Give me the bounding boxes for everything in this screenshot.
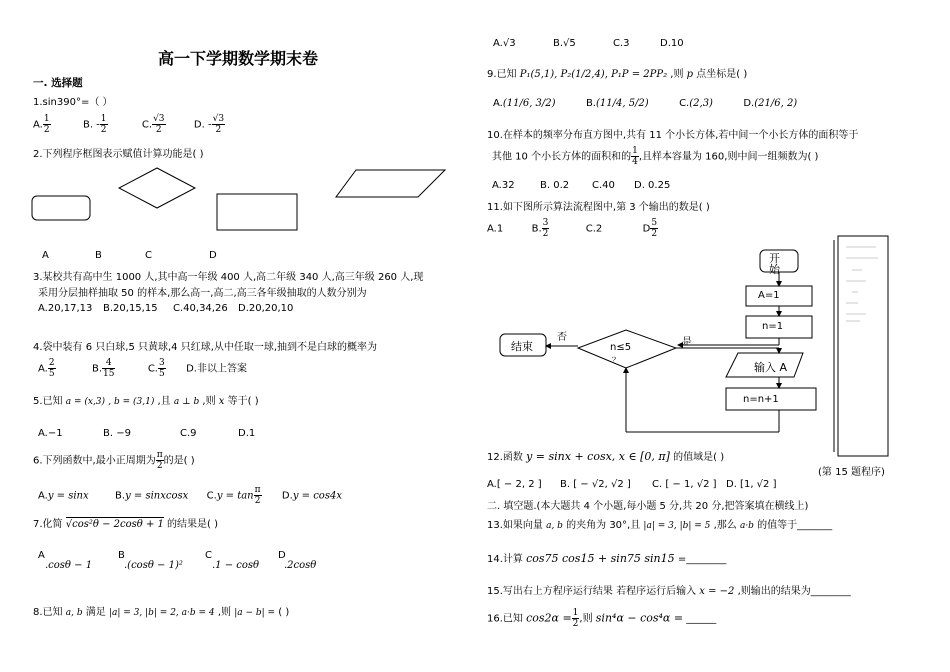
q1-d-den: 2: [215, 125, 222, 135]
q6-option-c[interactable]: C.: [206, 490, 217, 502]
q4-c-den: 5: [159, 369, 165, 379]
q10-stem2-post: ,且样本容量为 160,则中间一组频数为( ): [638, 151, 819, 163]
q9-option-c[interactable]: C.: [679, 98, 690, 109]
flow-input-text: 输入 A: [754, 361, 788, 374]
q7-option-c: .1 − cosθ: [212, 560, 260, 571]
q1-a-num: 1: [43, 114, 50, 124]
q9-c-expr: (2,3): [689, 98, 713, 109]
q7-stem-post: 的结果是( ): [167, 519, 219, 530]
q10-stem2-pre: 其他 10 个小长方体的面积和的: [492, 151, 632, 163]
q5-option-b[interactable]: B. −9: [103, 428, 131, 439]
q8-option-a[interactable]: A.√3: [493, 38, 516, 49]
q16-expr-pre: cos2α =: [526, 611, 572, 625]
q13-stem-pre: 13.如果向量: [487, 520, 543, 531]
q5-stem-end: 等于( ): [227, 396, 259, 407]
q8-option-c[interactable]: C.3: [613, 38, 630, 49]
q15-expression: x = −2: [699, 586, 735, 597]
q16-stem: [487, 608, 716, 629]
q12-option-c[interactable]: C. [ − 1, √2 ]: [652, 479, 717, 490]
flow-yes-label: 是: [682, 337, 692, 348]
q2-stem: 2.下列程序框图表示赋值计算功能是( ): [33, 149, 204, 160]
flow-end-text: 结束: [511, 340, 533, 353]
q16-stem-pre: 16.已知: [487, 613, 523, 625]
q10-option-d[interactable]: D. 0.25: [634, 180, 671, 191]
q15-stem: [487, 582, 851, 597]
q15-stem-pre: 15.写出右上方程序运行结果 若程序运行后输入: [487, 586, 697, 597]
q10-option-b[interactable]: B. 0.2: [540, 180, 570, 191]
q16-frac-num: 1: [572, 608, 579, 618]
q12-stem: [487, 448, 724, 463]
q5-variable: x: [218, 396, 225, 407]
q1-b-den: 2: [100, 125, 107, 135]
q4-b-den: 15: [103, 369, 115, 379]
q3-option-a[interactable]: A.20,17,13: [38, 303, 93, 314]
q4-option-b[interactable]: B.: [91, 363, 102, 375]
q1-option-d[interactable]: D. -: [193, 119, 212, 131]
q8-option-b[interactable]: B.√5: [553, 38, 576, 49]
q3-option-c[interactable]: C.40,34,26: [173, 303, 228, 314]
q1-c-den: 2: [155, 125, 162, 135]
flow-cond-text: n≤5: [610, 342, 632, 353]
q9-stem-pre: 9.已知: [487, 69, 517, 80]
q1-b-num: 1: [100, 114, 107, 124]
q13-stem: [487, 516, 832, 531]
q10-frac-num: 1: [632, 146, 638, 156]
q6-option-b[interactable]: B.: [115, 490, 126, 502]
q10-stem-line1: 10.在样本的频率分布直方图中,共有 11 个小长方体,若中间一个小长方体的面积等于: [487, 130, 859, 141]
flow-a1-text: A=1: [758, 290, 780, 301]
q14-expression: cos75 cos15 + sin75 sin15: [526, 552, 675, 565]
q9-expression: P₁(5,1), P₂(1/2,4), P₁P = 2PP₂: [519, 69, 668, 80]
q16-expression: sin⁴α − cos⁴α =: [595, 611, 684, 625]
q12-stem-post: 的值域是( ): [673, 452, 725, 463]
q7-option-d: .2cosθ: [284, 560, 317, 571]
q11-b-den: 2: [542, 229, 549, 239]
q13-stem-mid: 的夹角为 30°,且: [566, 520, 641, 531]
q7-expression: √cos²θ − 2cosθ + 1: [65, 519, 164, 530]
q4-stem: 4.袋中装有 6 只白球,5 只黄球,4 只红球,从中任取一球,抽到不是白球的概率为: [33, 342, 378, 353]
q11-b-num: 3: [542, 218, 549, 228]
q5-option-a[interactable]: A.−1: [38, 428, 63, 439]
q6-c-den: 2: [254, 496, 261, 506]
flow-start-text: [769, 253, 780, 275]
q5-stem-pre: 5.已知: [33, 396, 63, 407]
q2-label-d[interactable]: D: [209, 250, 217, 261]
q9-d-expr: (21/6, 2): [754, 98, 798, 109]
q12-stem-pre: 12.函数: [487, 452, 523, 463]
q11-option-b[interactable]: B.: [531, 223, 542, 235]
q5-cond-pre: ,且: [157, 396, 171, 407]
q9-stem-post: ,则: [670, 69, 684, 80]
q14-stem: [487, 550, 726, 565]
flow-start-char1: 开: [769, 252, 780, 265]
q7-option-a: .cosθ − 1: [45, 560, 93, 571]
q2-label-b[interactable]: B: [95, 250, 102, 261]
q15-blank[interactable]: ,则输出的结果为________: [737, 586, 851, 597]
program-code-lines: [846, 247, 878, 321]
q5-stem-post: ,则: [202, 396, 216, 407]
q11-d-num: 5: [651, 218, 658, 228]
q1-option-b[interactable]: B. -: [82, 119, 100, 131]
q4-b-num: 4: [102, 358, 115, 369]
q8-stem-mid: 满足: [85, 607, 106, 618]
q11-stem: 11.如下图所示算法流程图中,第 3 个输出的数是( ): [487, 202, 710, 213]
q11-option-d[interactable]: D: [642, 223, 651, 235]
flow-cond-mark: ？: [612, 356, 620, 365]
q13-stem-post: ,那么: [713, 520, 737, 531]
q4-c-num: 3: [159, 358, 165, 368]
q7-option-b-label[interactable]: B: [118, 550, 125, 561]
q7-stem-pre: 7.化简: [33, 519, 63, 530]
q3-stem-line1: 3.某校共有高中生 1000 人,其中高一年级 400 人,高二年级 340 人,高三年级 260 人,现: [33, 272, 424, 283]
q9-option-b[interactable]: B.: [585, 98, 596, 109]
q14-blank[interactable]: =________: [677, 554, 727, 565]
q2-label-a[interactable]: A: [42, 250, 49, 261]
q6-c-expr: y = tan: [216, 490, 254, 502]
flow-inc-text: n=n+1: [743, 394, 779, 405]
q6-a-expr: y = sinx: [47, 490, 89, 502]
q5-vector-a: a = (x,3): [65, 397, 106, 407]
q9-stem-end: 点坐标是( ): [696, 69, 748, 80]
q8-expression: |a − b| =: [234, 608, 276, 618]
q13-vectors: a, b: [546, 521, 563, 531]
q10-option-c[interactable]: C.40: [592, 180, 615, 191]
q6-option-a[interactable]: A.: [38, 490, 48, 502]
q7-option-c-label[interactable]: C: [205, 550, 212, 561]
q10-option-a[interactable]: A.32: [492, 180, 515, 191]
q5-option-c[interactable]: C.9: [180, 428, 197, 439]
q14-stem-pre: 14.计算: [487, 554, 523, 565]
q3-option-d[interactable]: D.20,20,10: [238, 303, 294, 314]
q8-vectors: a, b: [65, 608, 83, 618]
q1-c-num: √3: [153, 114, 165, 124]
q9-variable: p: [686, 69, 694, 80]
section-choice-heading: 一. 选择题: [33, 77, 83, 89]
q8-stem-end: ( ): [278, 607, 290, 618]
q9-a-expr: (11/6, 3/2): [502, 98, 556, 109]
q6-frac-den: 2: [156, 461, 163, 471]
q6-b-expr: y = sinxcosx: [125, 490, 189, 502]
q4-option-a[interactable]: A.: [38, 363, 48, 375]
q8-stem-post: ,则: [217, 607, 231, 618]
q4-option-d[interactable]: D.非以上答案: [186, 363, 247, 375]
q1-option-a[interactable]: A.: [33, 119, 43, 131]
q2-label-c[interactable]: C: [145, 250, 152, 261]
q6-d-expr: y = cos4x: [292, 490, 342, 502]
q4-option-c[interactable]: C.: [147, 363, 158, 375]
q3-stem-line2: 采用分层抽样抽取 50 的样本,那么高一,高二,高三各年级抽取的人数分别为: [38, 288, 367, 299]
q8-option-d[interactable]: D.10: [660, 38, 684, 49]
q5-condition: a ⊥ b: [173, 397, 200, 407]
q9-b-expr: (11/4, 5/2): [595, 98, 649, 109]
q4-a-den: 5: [48, 369, 55, 379]
q5-option-d[interactable]: D.1: [238, 428, 256, 439]
q1-d-num: √3: [212, 114, 225, 124]
q1-stem: 1.sin390°=（ ）: [33, 97, 113, 108]
q7-option-b: .(cosθ − 1)²: [124, 560, 183, 571]
page-title: 高一下学期数学期末卷: [158, 49, 319, 68]
flow-no-label: 否: [557, 332, 567, 343]
program-caption: (第 15 题程序): [818, 467, 885, 478]
q9-option-a[interactable]: A.: [493, 98, 503, 109]
q12-option-d[interactable]: D. [1, √2 ]: [726, 479, 777, 490]
q8-stem-pre: 8.已知: [33, 607, 63, 618]
q12-option-a[interactable]: A.[ − 2, 2 ]: [487, 479, 542, 490]
q16-stem-mid: ,则: [579, 613, 593, 625]
q10-frac-den: 4: [632, 157, 638, 167]
q11-option-a[interactable]: A.1: [487, 223, 504, 235]
q6-c-num: π: [254, 485, 261, 495]
q9-option-d[interactable]: D.: [743, 98, 755, 109]
q13-expression: a·b: [739, 521, 754, 531]
q6-frac-num: π: [156, 450, 163, 460]
q7-option-a-label[interactable]: A: [38, 550, 45, 561]
section-fill-heading: 二. 填空题.(本大题共 4 个小题,每小题 5 分,共 20 分,把答案填在横线上): [487, 501, 809, 512]
q11-d-den: 2: [651, 229, 658, 239]
q7-option-d-label[interactable]: D: [278, 550, 286, 561]
q5-vector-b: , b = (3,1): [108, 397, 155, 407]
q13-blank[interactable]: 的值等于_______: [757, 520, 833, 531]
q6-stem-post: 的是( ): [163, 455, 195, 467]
q1-option-c[interactable]: C.: [141, 119, 153, 131]
q8-condition: |a| = 3, |b| = 2, a·b = 4: [108, 608, 215, 618]
q11-option-c[interactable]: C.2: [585, 223, 603, 235]
q16-blank[interactable]: ______: [686, 613, 717, 625]
q4-a-num: 2: [48, 358, 55, 368]
flow-start-char2: 始: [769, 263, 780, 276]
flow-n1-text: n=1: [762, 321, 784, 332]
q6-option-d[interactable]: D.: [281, 490, 293, 502]
q16-frac-den: 2: [572, 619, 579, 629]
q12-option-b[interactable]: B. [ − √2, √2 ]: [560, 479, 631, 490]
q1-a-den: 2: [43, 125, 50, 135]
program-box: [838, 236, 888, 456]
q6-stem-pre: 6.下列函数中,最小正周期为: [33, 455, 156, 467]
q3-option-b[interactable]: B.20,15,15: [103, 303, 158, 314]
q13-condition: |a| = 3, |b| = 5: [643, 521, 711, 531]
q12-expression: y = sinx + cosx, x ∈ [0, π]: [526, 450, 670, 463]
